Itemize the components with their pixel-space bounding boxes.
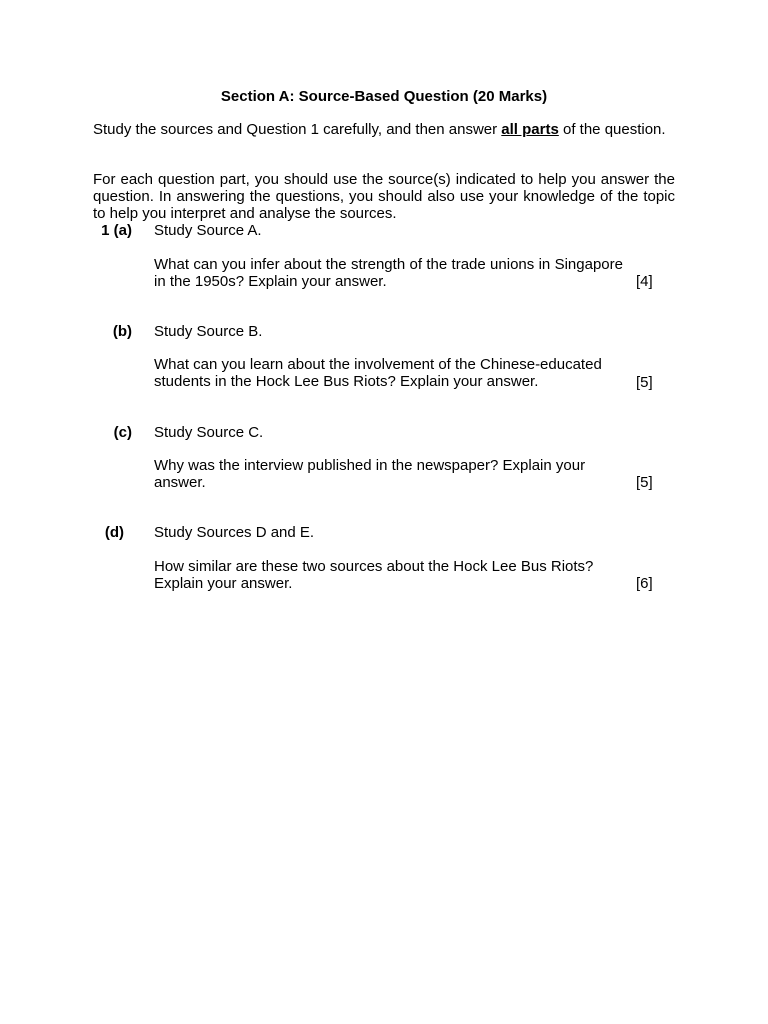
question-text: Why was the interview published in the newspaper? Explain your answer. (154, 457, 586, 491)
question-text: How similar are these two sources about the Hock Lee Bus Riots? Explain your answer. (154, 558, 594, 592)
question-marks: [6] (636, 575, 653, 592)
intro-paragraph (93, 121, 675, 138)
question-marks: [5] (636, 474, 653, 491)
question-label: (b) (112, 323, 132, 340)
question-instruction: Study Source A. (154, 222, 262, 239)
question-label: (d) (104, 524, 124, 541)
question-instruction: Study Source B. (154, 323, 263, 340)
question-label: (c) (113, 424, 132, 441)
guidance-paragraph: For each question part, you should use the source(s) indicated to help you answer the question. In answering the questions, you should also use your knowledge of the topic to help you interpret and analyse the sources. (93, 171, 675, 222)
intro-text-after: of the question. (558, 121, 666, 138)
question-label: 1 (a) (101, 222, 132, 239)
section-title: Section A: Source-Based Question (20 Marks) (220, 88, 548, 105)
question-instruction: Study Source C. (154, 424, 264, 441)
intro-text-before: Study the sources and Question 1 carefully, and then answer (93, 121, 502, 138)
question-marks: [5] (636, 374, 653, 391)
question-text: What can you learn about the involvement of the Chinese-educated students in the Hock Lee Bus Riots? Explain your answer. (154, 356, 602, 390)
question-text: What can you infer about the strength of the trade unions in Singapore in the 1950s? Explain your answer. (154, 256, 623, 290)
intro-emphasis: all parts (501, 121, 559, 138)
question-marks: [4] (636, 273, 653, 290)
question-instruction: Study Sources D and E. (154, 524, 315, 541)
